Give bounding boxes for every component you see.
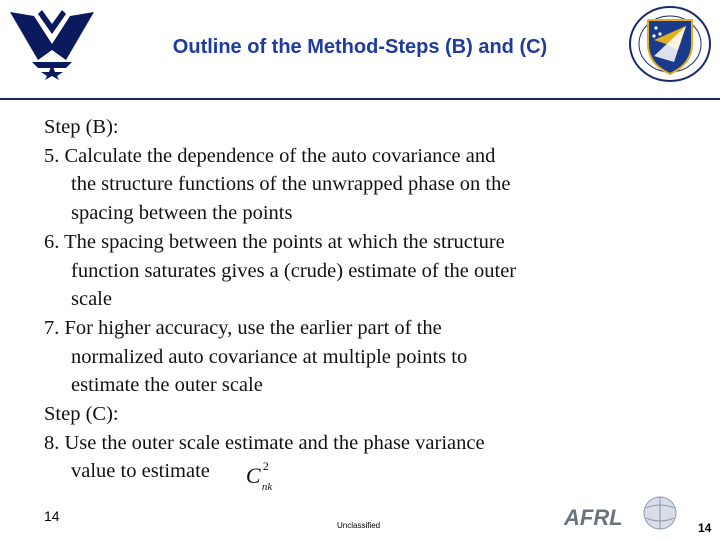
afrl-logo-text: AFRL xyxy=(564,505,623,530)
body-line: spacing between the points xyxy=(71,202,293,225)
body-line: scale xyxy=(71,288,112,311)
slide-number-right: 14 xyxy=(698,521,712,535)
body-line-text: value to estimate xyxy=(71,460,210,483)
slide-title: Outline of the Method-Steps (B) and (C) xyxy=(172,36,548,58)
slide-number-left: 14 xyxy=(44,508,60,524)
body-line: 6. The spacing between the points at which the structure xyxy=(44,230,505,253)
body-line: estimate the outer scale xyxy=(71,374,263,397)
formula-superscript: 2 xyxy=(262,459,269,474)
body-line: Step (C): xyxy=(44,403,119,426)
afrl-footer-logo xyxy=(562,496,680,534)
classification-label: Unclassified xyxy=(337,521,381,530)
body-line: function saturates gives a (crude) estimate of the outer xyxy=(71,259,517,282)
body-line-with-formula xyxy=(44,457,644,494)
header-divider xyxy=(0,98,720,100)
air-force-symbol-logo xyxy=(8,4,96,80)
body-line: the structure functions of the unwrapped phase on the xyxy=(71,173,511,196)
formula-base: C xyxy=(245,463,261,489)
formula-subscript: nk xyxy=(261,481,273,494)
afrl-shield-emblem xyxy=(628,4,712,84)
cn2-formula xyxy=(245,459,282,494)
body-line: Step (B): xyxy=(44,116,119,138)
slide-body xyxy=(44,113,644,494)
body-line: 5. Calculate the dependence of the auto covariance and xyxy=(44,144,496,167)
body-line: 8. Use the outer scale estimate and the phase variance xyxy=(44,431,485,454)
body-line: 7. For higher accuracy, use the earlier part of the xyxy=(44,316,442,339)
body-line: normalized auto covariance at multiple points to xyxy=(71,345,468,368)
